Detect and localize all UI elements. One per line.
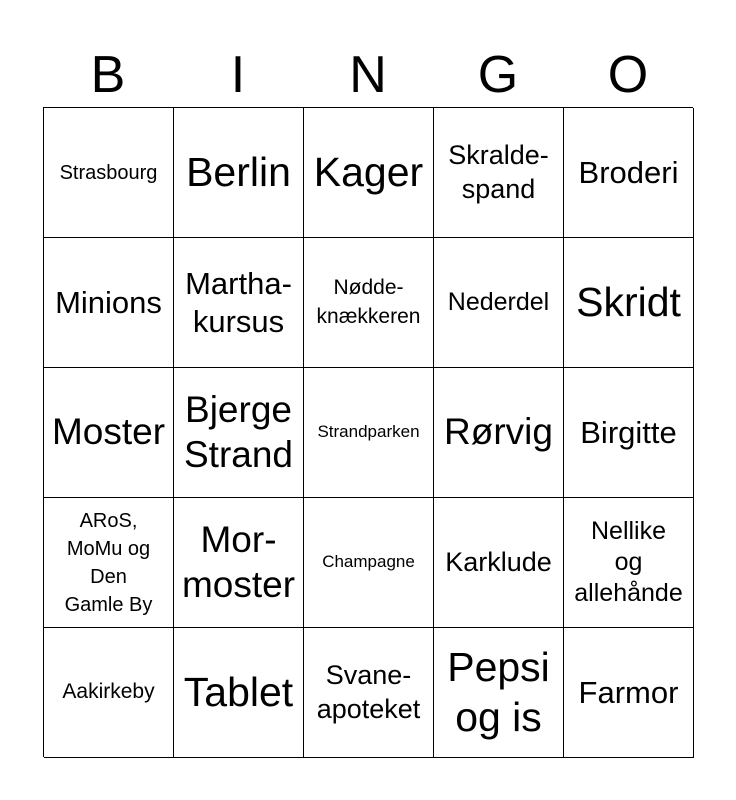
cell-label: Strandparken <box>317 422 420 442</box>
bingo-cell[interactable] <box>434 108 564 238</box>
cell-label: Nederdel <box>447 287 550 316</box>
bingo-cell[interactable] <box>304 498 434 628</box>
cell-label: Champagne <box>322 552 415 572</box>
header-letter-o: O <box>607 46 649 104</box>
cell-label: Moster <box>51 411 166 453</box>
cell-label: Nødde- knækkeren <box>316 276 421 328</box>
cell-label: Berlin <box>186 148 291 195</box>
header-letter-b: B <box>90 46 126 104</box>
cell-label: Karklude <box>445 546 552 577</box>
bingo-cell[interactable] <box>44 108 174 238</box>
cell-label: Svane- apoteket <box>316 659 421 724</box>
cell-label: Pepsi og is <box>447 644 550 740</box>
bingo-cell[interactable] <box>434 498 564 628</box>
cell-label: Rørvig <box>444 411 553 453</box>
bingo-cell[interactable] <box>174 238 304 368</box>
bingo-cell[interactable] <box>434 368 564 498</box>
cell-label: Broderi <box>578 154 679 190</box>
bingo-cell[interactable] <box>44 498 174 628</box>
header-letter-n: N <box>349 46 387 104</box>
cell-label: Skralde- spand <box>448 139 549 204</box>
bingo-cell[interactable] <box>304 238 434 368</box>
bingo-board <box>43 107 693 757</box>
header-letter-i: I <box>230 46 246 104</box>
cell-label: Skridt <box>576 278 681 325</box>
cell-label: Martha- kursus <box>185 266 292 339</box>
bingo-cell[interactable] <box>564 238 694 368</box>
bingo-cell[interactable] <box>174 368 304 498</box>
cell-label: Tablet <box>183 668 294 715</box>
bingo-cell[interactable] <box>434 238 564 368</box>
cell-label: Bjerge Strand <box>183 389 293 475</box>
cell-label: Aakirkeby <box>62 680 155 704</box>
cell-label: Birgitte <box>580 414 677 450</box>
bingo-cell[interactable] <box>174 108 304 238</box>
bingo-cell[interactable] <box>564 108 694 238</box>
cell-label: Strasbourg <box>59 161 158 184</box>
cell-label: Minions <box>55 284 162 320</box>
bingo-cell[interactable] <box>564 498 694 628</box>
bingo-cell[interactable] <box>564 628 694 758</box>
header-letter-g: G <box>477 46 519 104</box>
bingo-header <box>43 44 693 106</box>
bingo-cell[interactable] <box>174 628 304 758</box>
cell-label: Mor- moster <box>181 519 296 605</box>
bingo-cell[interactable] <box>564 368 694 498</box>
bingo-cell[interactable] <box>44 238 174 368</box>
cell-label: Kager <box>313 148 424 195</box>
cell-label: Nellike og allehånde <box>574 516 683 608</box>
bingo-cell[interactable] <box>174 498 304 628</box>
cell-label: Farmor <box>578 674 679 710</box>
bingo-cell[interactable] <box>304 108 434 238</box>
bingo-cell[interactable] <box>434 628 564 758</box>
cell-label: ARoS, MoMu og Den Gamle By <box>64 509 153 616</box>
bingo-cell[interactable] <box>304 628 434 758</box>
bingo-cell[interactable] <box>44 368 174 498</box>
bingo-cell[interactable] <box>44 628 174 758</box>
bingo-cell[interactable] <box>304 368 434 498</box>
